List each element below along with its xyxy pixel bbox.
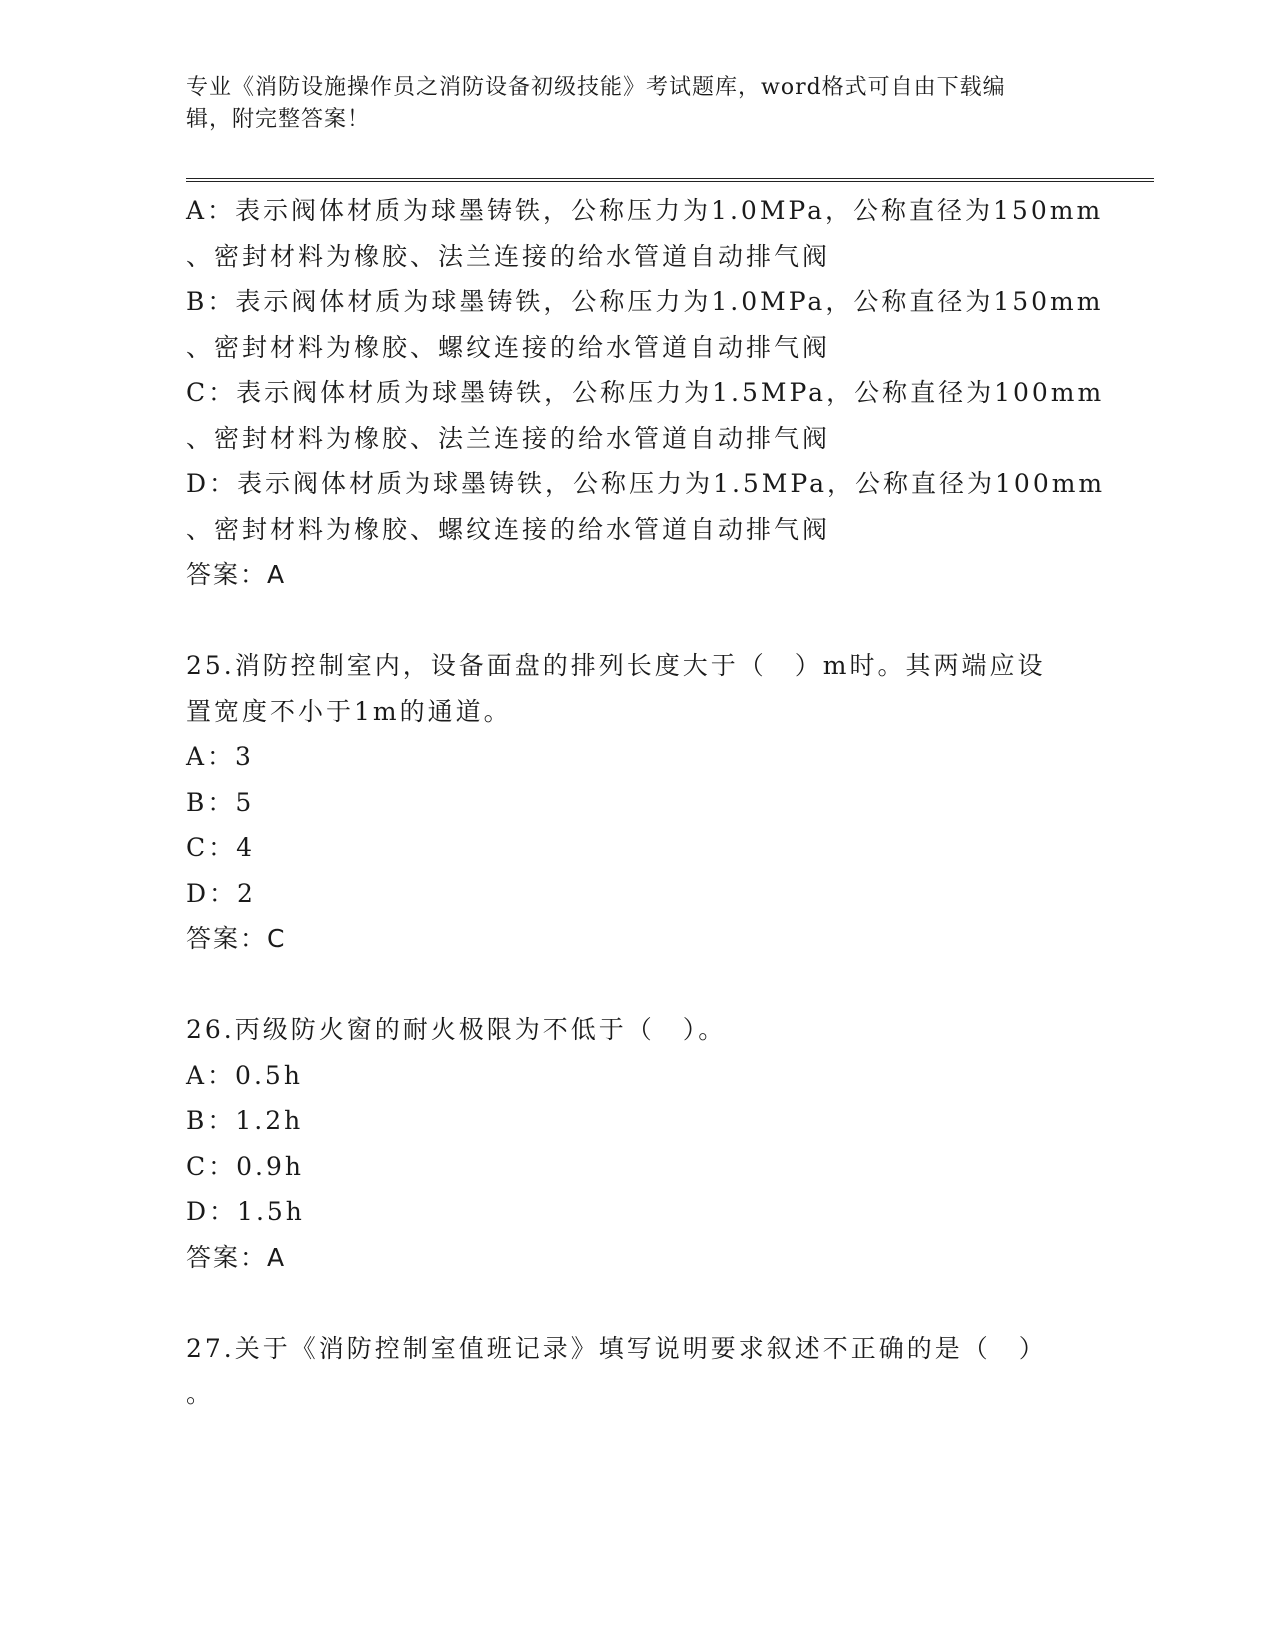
option-a-line-2: 、密封材料为橡胶、法兰连接的给水管道自动排气阀 <box>186 241 831 271</box>
option-a: A：3 <box>186 742 254 771</box>
question-stem-line-1: 27.关于《消防控制室值班记录》填写说明要求叙述不正确的是（ ） <box>186 1333 1047 1363</box>
answer-line: 答案：A <box>186 1242 287 1272</box>
option-b-line-1: B：表示阀体材质为球墨铸铁，公称压力为1.0MPa，公称直径为150mm <box>186 287 1104 316</box>
question-list <box>186 188 1106 1417</box>
question-24 <box>186 188 1106 598</box>
option-d: D：1.5h <box>186 1197 305 1226</box>
option-d-line-2: 、密封材料为橡胶、螺纹连接的给水管道自动排气阀 <box>186 514 831 544</box>
header-divider <box>186 178 1154 182</box>
spacer <box>186 962 1076 1008</box>
option-a-line-1: A：表示阀体材质为球墨铸铁，公称压力为1.0MPa，公称直径为150mm <box>186 196 1104 225</box>
header-line-1: 专业《消防设施操作员之消防设备初级技能》考试题库，word格式可自由下载编 <box>186 75 1006 100</box>
question-stem-line-2: 置宽度不小于1m的通道。 <box>186 696 512 726</box>
question-stem-line-1: 26.丙级防火窗的耐火极限为不低于（ ）。 <box>186 1015 727 1044</box>
option-c-line-1: C：表示阀体材质为球墨铸铁，公称压力为1.5MPa，公称直径为100mm <box>186 378 1105 407</box>
question-stem-line-2: 。 <box>186 1379 215 1408</box>
answer-line: 答案：C <box>186 924 287 953</box>
option-b: B：1.2h <box>186 1106 304 1135</box>
option-c: C：0.9h <box>186 1151 304 1181</box>
option-a: A：0.5h <box>186 1060 303 1090</box>
answer-line: 答案：A <box>186 560 287 589</box>
question-27 <box>186 1326 1076 1417</box>
option-d: D：2 <box>186 878 256 908</box>
document-header <box>186 72 1066 136</box>
option-c-line-2: 、密封材料为橡胶、法兰连接的给水管道自动排气阀 <box>186 423 831 453</box>
spacer <box>186 1280 1076 1326</box>
spacer <box>186 598 1076 644</box>
question-25 <box>186 643 1076 962</box>
option-b: B：5 <box>186 787 255 817</box>
question-stem-line-1: 25.消防控制室内，设备面盘的排列长度大于（ ）m时。其两端应设 <box>186 651 1046 680</box>
header-line-2: 辑，附完整答案！ <box>186 107 371 132</box>
question-26 <box>186 1007 1076 1280</box>
option-b-line-2: 、密封材料为橡胶、螺纹连接的给水管道自动排气阀 <box>186 332 831 362</box>
option-d-line-1: D：表示阀体材质为球墨铸铁，公称压力为1.5MPa，公称直径为100mm <box>186 469 1106 498</box>
option-c: C：4 <box>186 833 256 862</box>
